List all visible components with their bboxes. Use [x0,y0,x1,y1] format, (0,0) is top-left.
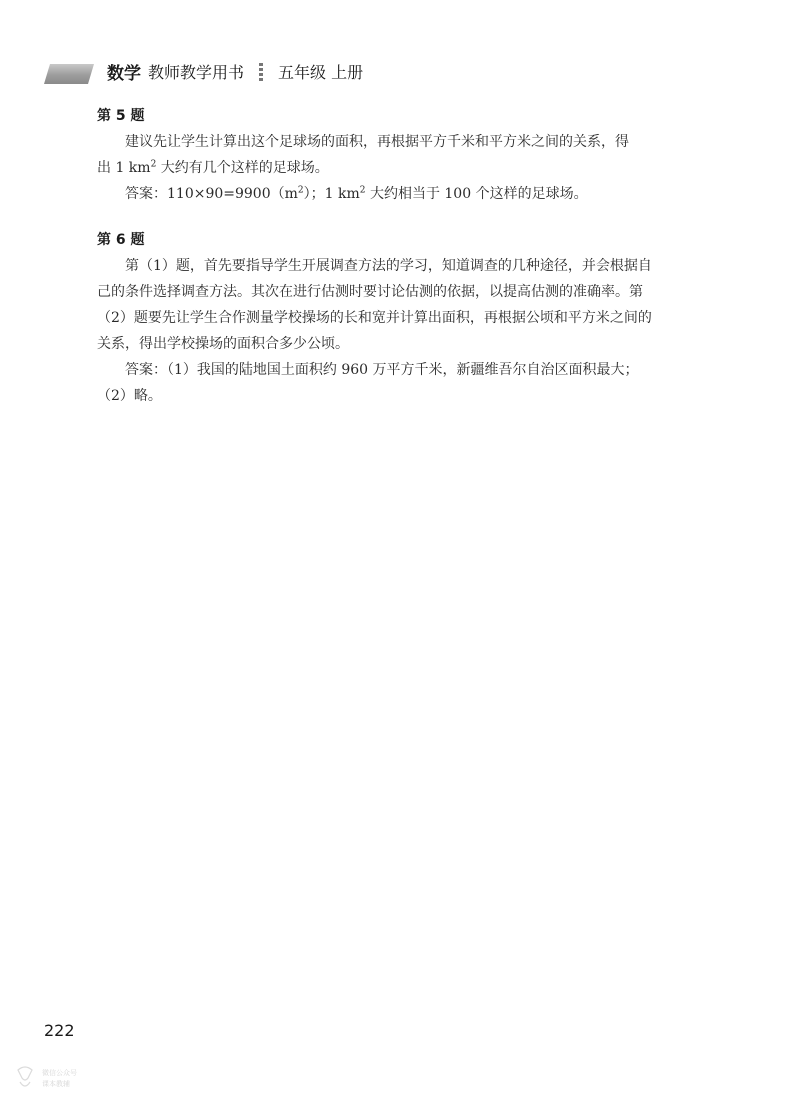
paragraph-line: 关系，得出学校操场的面积合多少公顷。 [97,336,349,352]
paragraph-line: 出 1 $km^2$ 大约有几个这样的足球场。 [97,159,329,176]
header-grade: 五年级 上册 [278,63,364,82]
watermark-logo-icon [14,1064,36,1092]
exercise-6 [97,227,722,409]
watermark [14,1060,94,1100]
paragraph-line: 建议先让学生计算出这个足球场的面积，再根据平方千米和平方米之间的关系，得 [125,134,629,150]
answer-line: （2）略。 [97,388,162,404]
paragraph-line: 己的条件选择调查方法。其次在进行估测时要讨论估测的依据，以提高估测的准确率。第 [97,284,643,300]
exercise-title: 第 5 题 [97,108,145,124]
page-header [0,52,800,92]
watermark-text: 微信公众号 课本教辅 [42,1069,77,1088]
header-decoration-bar [44,64,94,84]
header-subject: 数学 [107,64,141,84]
paragraph-line: 第（1）题，首先要指导学生开展调查方法的学习，知道调查的几种途径，并会根据自 [125,258,652,274]
answer-line: 答案：$110\times 90=9900(m^2)$；1 $km^2$ 大约相当于 100 个这样的足球场。 [125,185,588,202]
page-number: 222 [44,1021,75,1040]
header-separator [259,63,263,81]
header-book-title: 教师教学用书 [148,63,245,82]
paragraph-line: （2）题要先让学生合作测量学校操场的长和宽并计算出面积，再根据公顷和平方米之间的 [97,310,652,326]
exercise-5 [97,103,722,207]
answer-line: 答案：（1）我国的陆地国土面积约 960 万平方千米，新疆维吾尔自治区面积最大； [125,362,639,378]
page-body [97,103,722,429]
exercise-title: 第 6 题 [97,232,145,248]
